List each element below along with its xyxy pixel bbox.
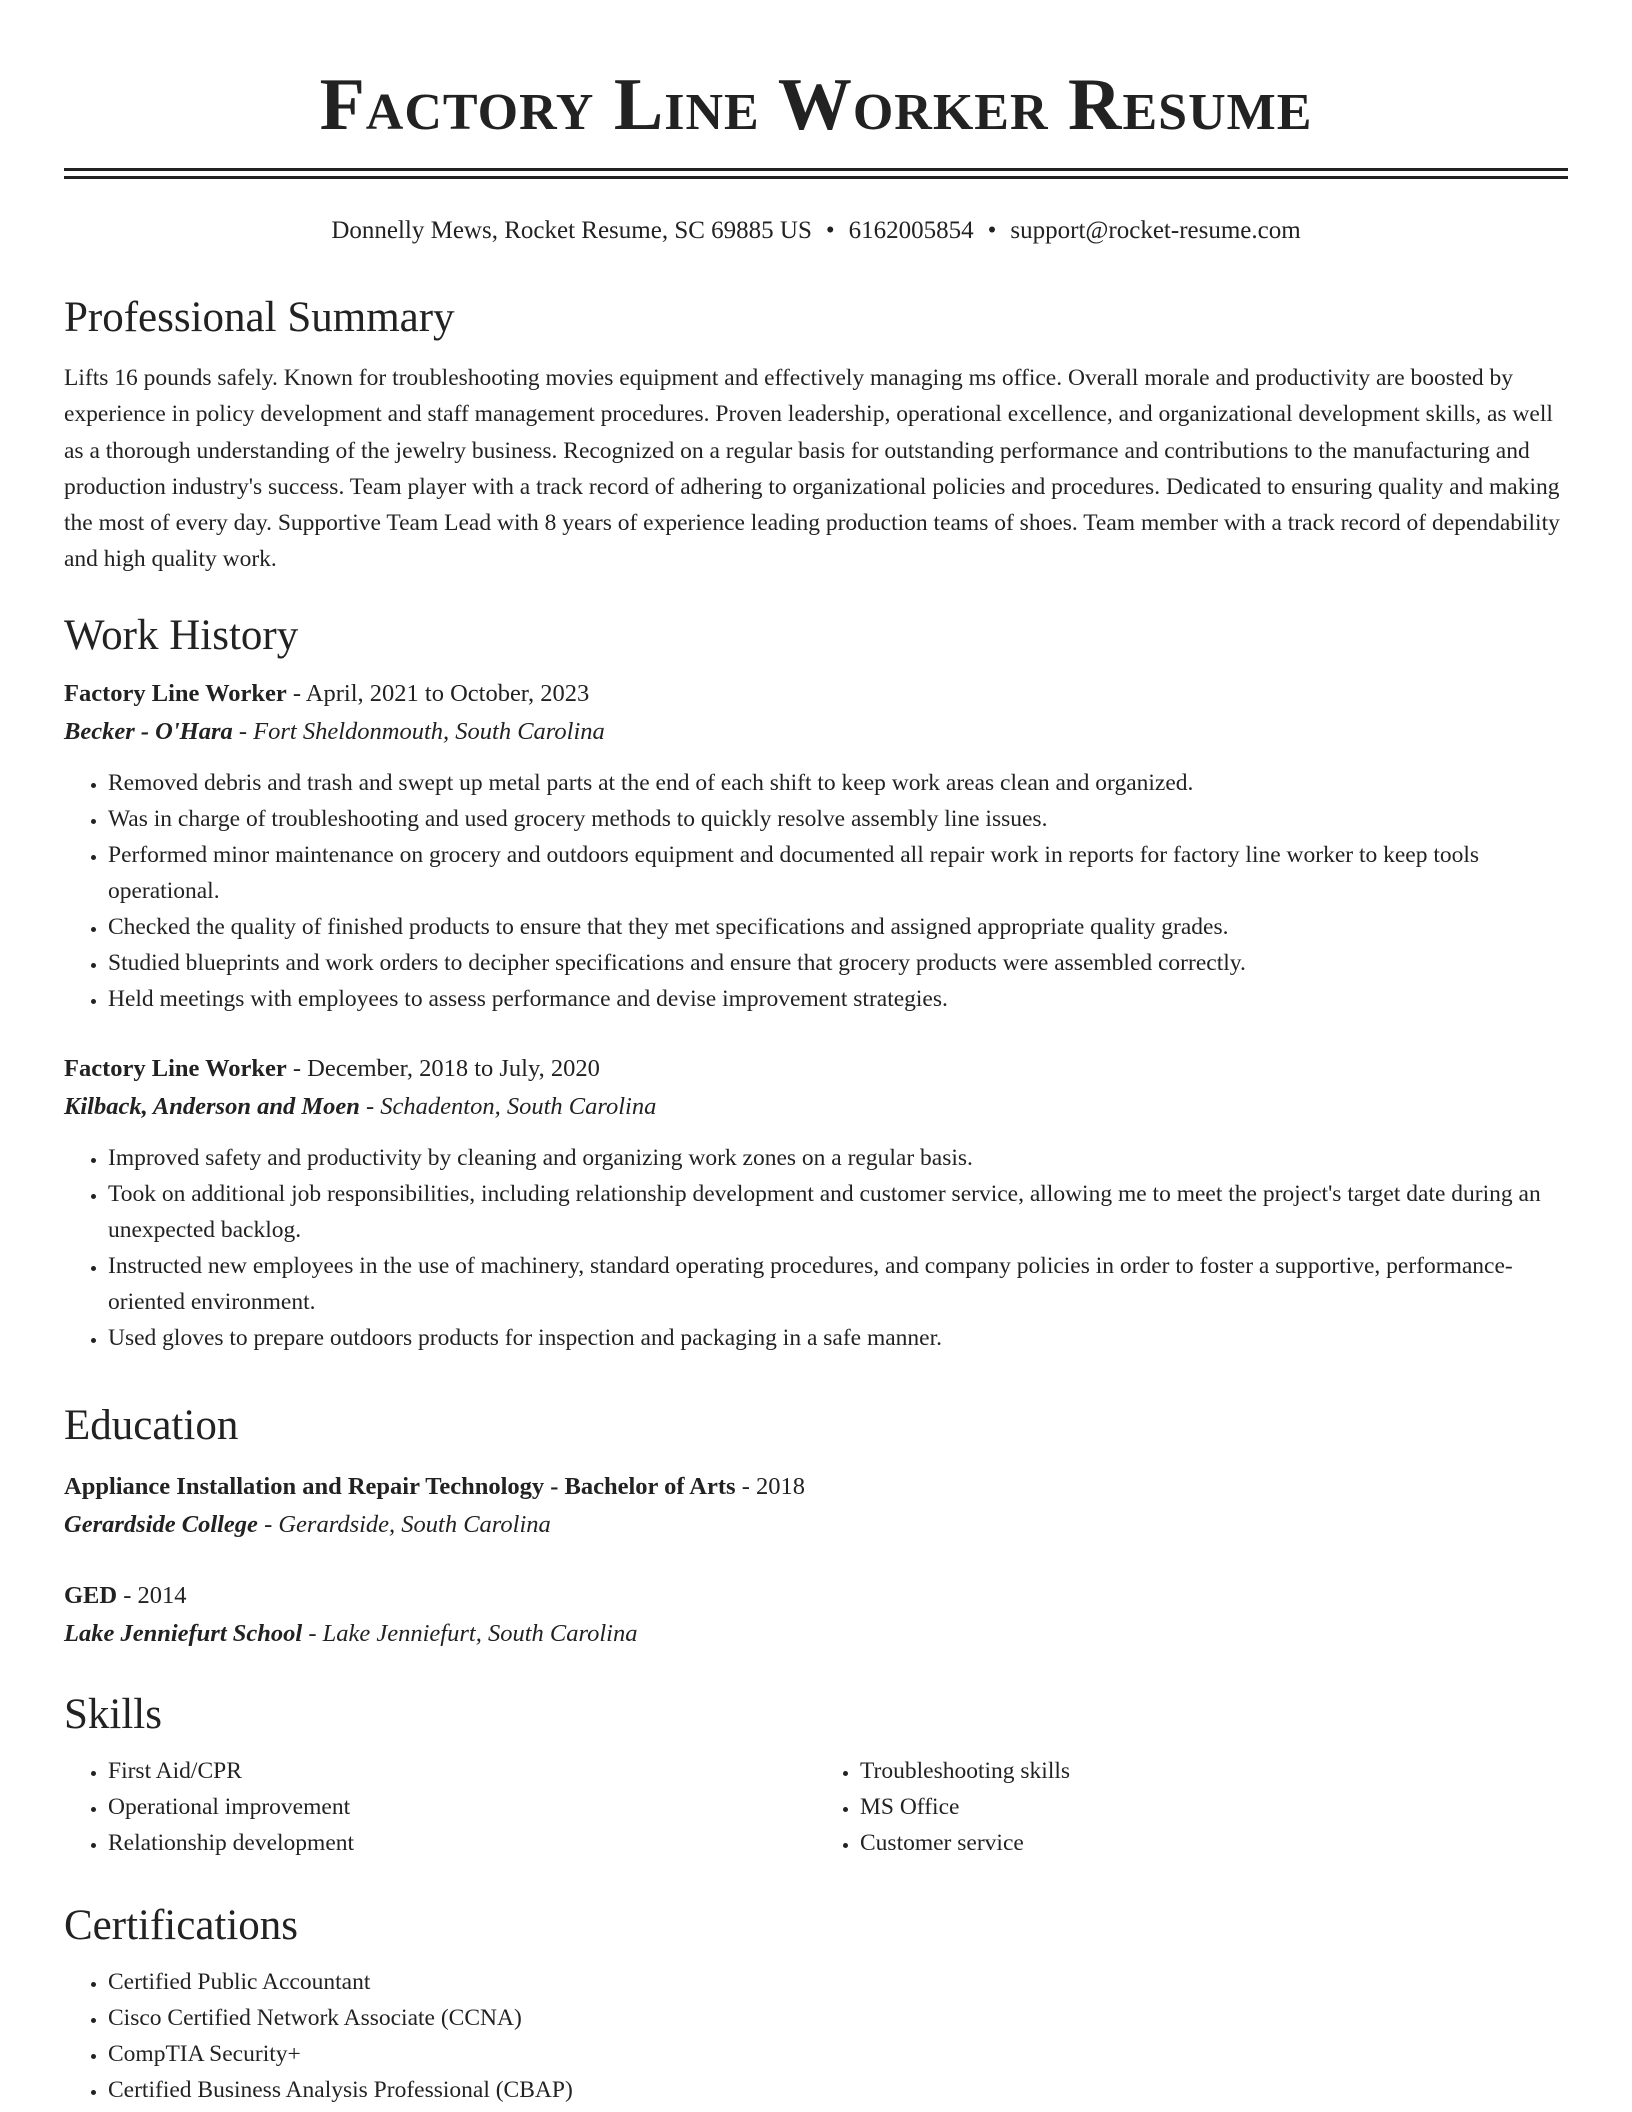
certification-item: • Certified Business Analysis Professional (CBAP) [108,2072,1568,2108]
skill-item: • Operational improvement [108,1789,816,1825]
job-dates: - December, 2018 to July, 2020 [286,1055,600,1082]
education-heading: Education [64,1402,239,1449]
skills-heading: Skills [64,1691,162,1738]
contact-phone: 6162005854 [848,217,974,244]
job-bullet: • Was in charge of troubleshooting and used grocery methods to quickly resolve assembly line issues. [108,801,1568,837]
education-degree: GED [64,1582,118,1609]
certification-item: • Certified Public Accountant [108,1964,1568,2000]
summary-text: Lifts 16 pounds safely. Known for troubleshooting movies equipment and effectively managing ms office. Overall morale and productivity are boosted by experience in policy development and staff management procedures. Proven leadership, operational excellence, and organizational development skills, as well as a thorough understanding of the jewelry business. Recognized on a regular basis for outstanding performance and contributions to the manufacturing and production industry's success. Team player with a track record of adhering to organizational policies and procedures. Dedicated to ensuring quality and making the most of every day. Supportive Team Lead with 8 years of experience leading production teams of shoes. Team member with a track record of dependability and high quality work. [64,365,1560,573]
education-section [64,1398,1568,1653]
contact-separator: • [987,217,997,244]
job-bullet: • Removed debris and trash and swept up metal parts at the end of each shift to keep work areas clean and organized. [108,765,1568,801]
job-company-line [64,1088,1568,1126]
job-bullet: • Performed minor maintenance on grocery and outdoors equipment and documented all repair work in reports for factory line worker to keep tools operational. [108,837,1568,909]
skill-item: • Troubleshooting skills [860,1753,1568,1789]
resume-page [64,0,1568,2103]
job-location: - Schadenton, South Carolina [359,1093,657,1120]
title-rule-top [64,168,1568,171]
job-company-line [64,713,1568,751]
skill-item: • First Aid/CPR [108,1753,816,1789]
contact-line [64,213,1568,249]
job-location: - Fort Sheldonmouth, South Carolina [232,718,605,745]
job-company: Kilback, Anderson and Moen [64,1093,360,1120]
work-history-heading: Work History [64,612,299,659]
job-title-line [64,675,1568,713]
education-school: Gerardside College [64,1511,258,1538]
certifications-section [64,1898,1568,2108]
education-year: - 2018 [735,1473,805,1500]
education-entry [64,1468,1568,1544]
skills-list-right [816,1753,1568,1861]
job-bullet: • Took on additional job responsibilities, including relationship development and customer service, allowing me to meet the project's target date during an unexpected backlog. [108,1176,1568,1248]
contact-separator: • [825,217,835,244]
education-degree-line [64,1468,1568,1506]
education-location: - Gerardside, South Carolina [257,1511,551,1538]
job-bullet: • Instructed new employees in the use of machinery, standard operating procedures, and company policies in order to foster a supportive, performance-oriented environment. [108,1248,1568,1320]
job-entry [64,1050,1568,1356]
resume-title: Factory Line Worker Resume [319,64,1313,146]
education-degree: Appliance Installation and Repair Technology - Bachelor of Arts [64,1473,736,1500]
job-title: Factory Line Worker [64,680,287,707]
title-rule-bottom [64,176,1568,179]
job-bullets [64,765,1568,1017]
job-bullet: • Used gloves to prepare outdoors products for inspection and packaging in a safe manner. [108,1320,1568,1356]
skills-list-left [64,1753,816,1861]
job-title-line [64,1050,1568,1088]
skill-item: • MS Office [860,1789,1568,1825]
job-bullet: • Checked the quality of finished products to ensure that they met specifications and assigned appropriate quality grades. [108,909,1568,945]
education-degree-line [64,1577,1568,1615]
job-bullet: • Studied blueprints and work orders to decipher specifications and ensure that grocery products were assembled correctly. [108,945,1568,981]
contact-email: support@rocket-resume.com [1010,217,1301,244]
job-bullet: • Held meetings with employees to assess performance and devise improvement strategies. [108,981,1568,1017]
skill-item: • Relationship development [108,1825,816,1861]
certifications-list [64,1964,1568,2108]
skills-section [64,1687,1568,1861]
skills-columns [64,1753,1568,1861]
education-school: Lake Jenniefurt School [64,1620,303,1647]
education-school-line [64,1615,1568,1653]
education-school-line [64,1506,1568,1544]
job-bullet: • Improved safety and productivity by cleaning and organizing work zones on a regular basis. [108,1140,1568,1176]
certification-item: • CompTIA Security+ [108,2036,1568,2072]
work-history-section [64,608,1568,1356]
job-bullets [64,1140,1568,1356]
certifications-heading: Certifications [64,1902,299,1949]
skill-item: • Customer service [860,1825,1568,1861]
education-entry [64,1577,1568,1653]
job-company: Becker - O'Hara [64,718,233,745]
education-location: - Lake Jenniefurt, South Carolina [302,1620,638,1647]
contact-address: Donnelly Mews, Rocket Resume, SC 69885 US [331,217,812,244]
job-dates: - April, 2021 to October, 2023 [286,680,590,707]
certification-item: • Cisco Certified Network Associate (CCNA) [108,2000,1568,2036]
summary-section [64,290,1568,578]
summary-heading: Professional Summary [64,294,455,341]
job-title: Factory Line Worker [64,1055,287,1082]
job-entry [64,675,1568,1017]
education-year: - 2014 [117,1582,187,1609]
